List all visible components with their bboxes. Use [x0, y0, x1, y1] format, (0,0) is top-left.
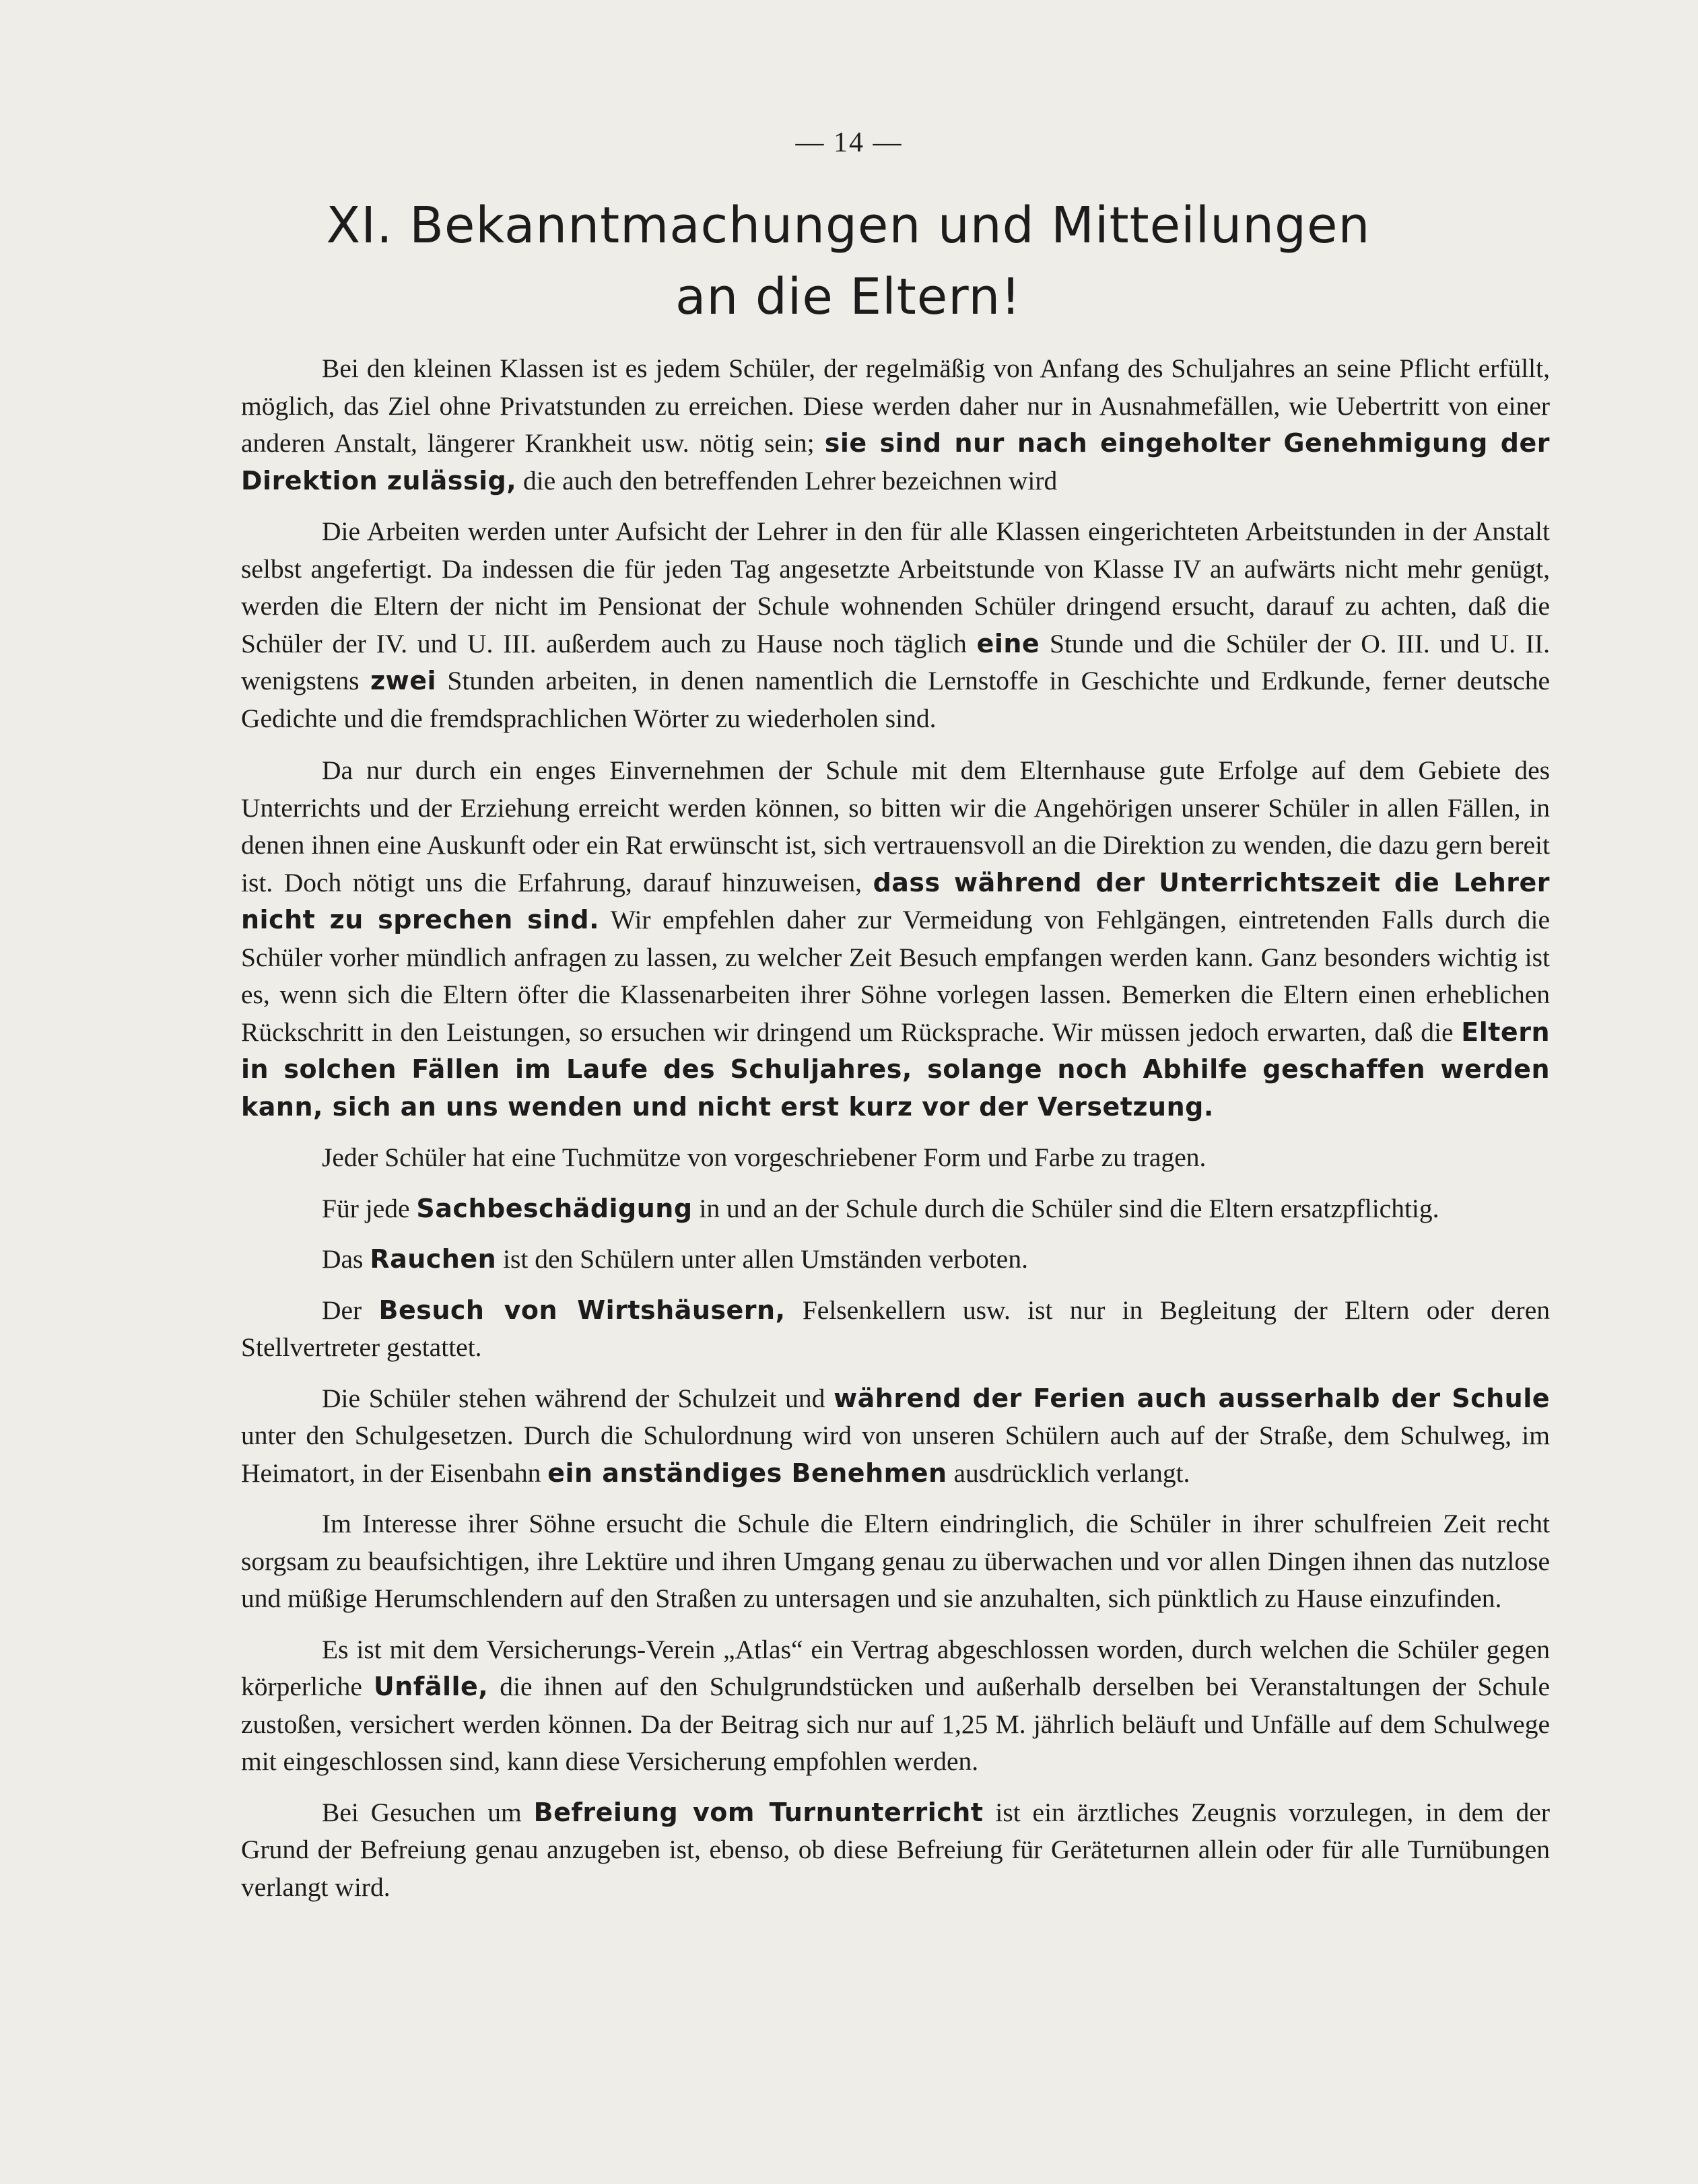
paragraph-text: ist den Schülern unter allen Umständen verboten. — [496, 1244, 1028, 1274]
paragraph-text: Stunden arbeiten, in denen namentlich die Lernstoffe in Geschichte und Erdkunde, ferner deutsche Gedichte und die fremdsprachlichen Wörter zu wiederholen sind. — [241, 666, 1550, 733]
paragraph-text: Bei den kleinen Klassen ist es jedem Schüler, der regelmäßig von Anfang des Schuljahres an seine Pflicht erfüllt, möglich, das Ziel ohne Privatstunden zu erreichen. Diese werden daher nur in Ausnahmefällen, wie Uebertritt von einer anderen Anstalt, längerer Krankheit usw. nötig sein; — [241, 353, 1550, 458]
paragraph — [241, 1241, 1550, 1278]
paragraph-text: Stunde und die Schüler der O. III. und U. II. wenigstens — [241, 628, 1550, 695]
paragraph-text: Im Interesse ihrer Söhne ersucht die Schule die Eltern eindringlich, die Schüler in ihrer schulfreien Zeit recht sorgsam zu beaufsichtigen, ihre Lektüre und ihren Umgang genau zu überwachen und vor allen Dingen ihnen das nutzlose und müßige Herumschlendern auf den Straßen zu untersagen und sie anzuhalten, sich pünktlich zu Hause einzufinden. — [241, 1509, 1550, 1613]
body-text — [241, 350, 1550, 1919]
paragraph-text: in und an der Schule durch die Schüler sind die Eltern ersatzpflichtig. — [692, 1193, 1439, 1223]
emphasized-text: Rauchen — [370, 1244, 497, 1274]
paragraph-text: ausdrücklich verlangt. — [947, 1458, 1190, 1488]
paragraph — [241, 1139, 1550, 1177]
paragraph-text: Jeder Schüler hat eine Tuchmütze von vorgeschriebener Form und Farbe zu tragen. — [322, 1142, 1207, 1172]
paragraph-text: Da nur durch ein enges Einvernehmen der Schule mit dem Elternhause gute Erfolge auf dem Gebiete des Unterrichts und der Erziehung erreicht werden können, so bitten wir die Angehörigen unserer Schüler in allen Fällen, in denen ihnen eine Auskunft oder ein Rat erwünscht ist, sich vertrauensvoll an die Direktion zu wenden, die dazu gern bereit ist. Doch nötigt uns die Erfahrung, darauf hinzuweisen, — [241, 755, 1550, 897]
paragraph-text: Die Schüler stehen während der Schulzeit und — [322, 1383, 834, 1413]
paragraph-text: Bei Gesuchen um — [322, 1797, 534, 1827]
paragraph — [241, 752, 1550, 1126]
emphasized-text: während der Ferien auch ausserhalb der Schule — [834, 1383, 1550, 1413]
heading-line-2: an die Eltern! — [675, 268, 1021, 326]
paragraph-text: unter den Schulgesetzen. Durch die Schulordnung wird von unseren Schülern auch auf der Straße, dem Schulweg, im Heimatort, in der Eisenbahn — [241, 1421, 1550, 1488]
emphasized-text: Unfälle, — [373, 1672, 489, 1701]
paragraph — [241, 1631, 1550, 1781]
paragraph — [241, 1292, 1550, 1367]
paragraph-text: ist ein ärztliches Zeugnis vorzulegen, in dem der Grund der Befreiung genau anzugeben ist, ebenso, ob diese Befreiung für Geräteturnen allein oder für alle Turnübungen verlangt wird. — [241, 1797, 1550, 1902]
emphasized-text: zwei — [370, 666, 436, 695]
paragraph-text: die ihnen auf den Schulgrundstücken und außerhalb derselben bei Veranstaltungen der Schule zustoßen, versichert werden können. Da der Beitrag sich nur auf 1,25 M. jährlich beläuft und Unfälle auf dem Schulwege mit eingeschlossen sind, kann diese Versicherung empfohlen werden. — [241, 1672, 1550, 1776]
emphasized-text: Sachbeschädigung — [416, 1193, 693, 1223]
emphasized-text: dass während der Unterrichtszeit die Lehrer nicht zu sprechen sind. — [241, 867, 1551, 934]
paragraph — [241, 350, 1550, 500]
heading-line-1: XI. Bekanntmachungen und Mitteilungen — [326, 197, 1371, 254]
paragraph — [241, 1794, 1550, 1907]
paragraph-text: die auch den betreffenden Lehrer bezeichnen wird — [516, 465, 1058, 496]
paragraph-text: Die Arbeiten werden unter Aufsicht der Lehrer in den für alle Klassen eingerichteten Arbeitstunden in der Anstalt selbst angefertigt. Da indessen die für jeden Tag angesetzte Arbeitstunde von Klasse IV an aufwärts nicht mehr genügt, werden die Eltern der nicht im Pensionat der Schule wohnenden Schüler dringend ersucht, darauf zu achten, daß die Schüler der IV. und U. III. außerdem auch zu Hause noch täglich — [241, 516, 1550, 658]
section-heading — [222, 190, 1474, 333]
paragraph — [241, 1505, 1550, 1618]
paragraph-text: Wir empfehlen daher zur Vermeidung von Fehlgängen, eintretenden Falls durch die Schüler vorher mündlich anfragen zu lassen, zu welcher Zeit Besuch empfangen werden kann. Ganz besonders wichtig ist es, wenn sich die Eltern öfter die Klassenarbeiten ihrer Söhne vorlegen lassen. Bemerken die Eltern einen erheblichen Rückschritt in den Leistungen, so ersuchen wir dringend um Rücksprache. Wir müssen jedoch erwarten, daß die — [241, 905, 1550, 1047]
page-number: — 14 — — [795, 127, 903, 158]
emphasized-text: Besuch von Wirtshäusern, — [378, 1295, 786, 1325]
paragraph-text: Der — [322, 1295, 379, 1325]
emphasized-text: eine — [976, 628, 1040, 658]
paragraph-text: Felsenkellern usw. ist nur in Begleitung der Eltern oder deren Stellvertreter gestattet. — [241, 1295, 1550, 1362]
emphasized-text: Eltern in solchen Fällen im Laufe des Schuljahres, solange noch Abhilfe geschaffen werden kann, sich an uns wenden und nicht erst kurz vor der Versetzung. — [241, 1017, 1550, 1122]
paragraph — [241, 513, 1550, 737]
emphasized-text: sie sind nur nach eingeholter Genehmigung der Direktion zulässig, — [241, 428, 1550, 496]
emphasized-text: Befreiung vom Turnunterricht — [533, 1797, 984, 1827]
paragraph — [241, 1380, 1550, 1493]
paragraph-text: Es ist mit dem Versicherungs-Verein „Atlas“ ein Vertrag abgeschlossen worden, durch welchen die Schüler gegen körperliche — [241, 1634, 1550, 1701]
paragraph-text: Das — [322, 1244, 370, 1274]
paragraph-text: Für jede — [322, 1193, 417, 1223]
emphasized-text: ein anständiges Benehmen — [547, 1458, 947, 1488]
paragraph — [241, 1190, 1550, 1228]
